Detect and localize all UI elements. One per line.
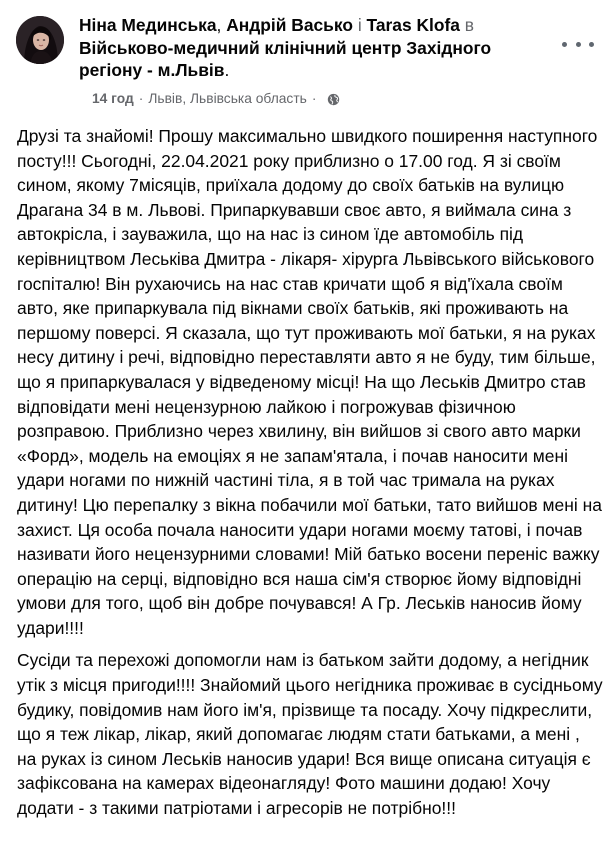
post-header-text [79, 14, 559, 82]
place-link[interactable]: Військово-медичний клінічний центр Західного регіону - м.Львів [79, 37, 492, 80]
post-paragraph-2: Сусіди та перехожі допомогли нам із батьком зайти додому, а негідник утік з місця пригоди!!!! Знайомий цього негідника проживає в сусідньому будику, повідомив нам його ім'я, прізвище та посаду. Хочу підкреслити, що я теж лікар, лікар, який допомагає людям стати батьками, а мені , на руках із сином Леськів наносив удари! Вся вище описана ситуація є зафіксована на камерах відеонагляду! Фото машини додаю! Хочу додати - з такими патріотами і агресорів не потрібно!!! [17, 650, 603, 819]
meta-separator: · [138, 91, 144, 106]
post-body [17, 124, 603, 829]
post-paragraph-1: Друзі та знайомі! Прошу максимально швидкого поширення наступного посту!!! Сьогодні, 22.04.2021 року приблизно о 17.00 год. Я зі своїм сином, якому 7місяців, приїхала додому до своїх батьків на вулицю Драгана 34 в м. Львові. Припаркувавши своє авто, я виймала сина з автокрісла, і зауважила, що на нас із сином їде автомобіль під керівництвом Леськіва Дмитра - лікаря- хірурга Львівського військового госпіталю! Він рухаючись на нас став кричати щоб я від'їхала своїм авто, яке припаркувала під вікнами своїх батьків, які проживають на першому поверсі. Я сказала, що тут проживають мої батьки, я на руках несу дитину і речі, відповідно переставляти авто я не буду, тим більше, що я припаркувалася у відведеному місці! На що Леськів Дмитро став відповідати мені нецензурною лайкою і погрожував фізичною розправою. Приблизно через хвилину, він вийшов зі свого авто марки «Форд», модель на емоціях я не запам'ятала, і почав наносити мені удари ногами по нижній частині тіла, я в той час тримала на руках дитину! Цю перепалку з вікна побачили мої батьки, тато вийшов мені на захист. Ця особа почала наносити удари ногами моєму татові, і почав називати його нецензурними словами! Мій батько восени переніс важку операцію на серці, відповідно вся наша сім'я створює йому відповідні умови для того, щоб він добре почувався! А Гр. Леськів наносив йому удари!!!! [17, 126, 602, 638]
meta-separator: · [311, 91, 317, 106]
post-timestamp[interactable]: 14 год [92, 91, 134, 106]
post-location[interactable]: Львів, Львівська область [148, 91, 307, 106]
more-options-icon [562, 42, 567, 47]
separator: і [352, 15, 367, 35]
place-end: . [224, 60, 230, 80]
author-link-2[interactable]: Андрій Васько [226, 15, 353, 35]
more-options-button[interactable] [562, 32, 594, 56]
avatar[interactable] [16, 16, 64, 64]
profile-photo-icon [16, 16, 64, 64]
globe-icon[interactable] [327, 93, 340, 106]
separator: , [216, 15, 227, 35]
author-link-1[interactable]: Ніна Мединська [79, 15, 217, 35]
post-header [0, 0, 612, 118]
post-meta [92, 90, 340, 108]
preposition: в [459, 15, 475, 35]
author-link-3[interactable]: Taras Klofa [366, 15, 460, 35]
